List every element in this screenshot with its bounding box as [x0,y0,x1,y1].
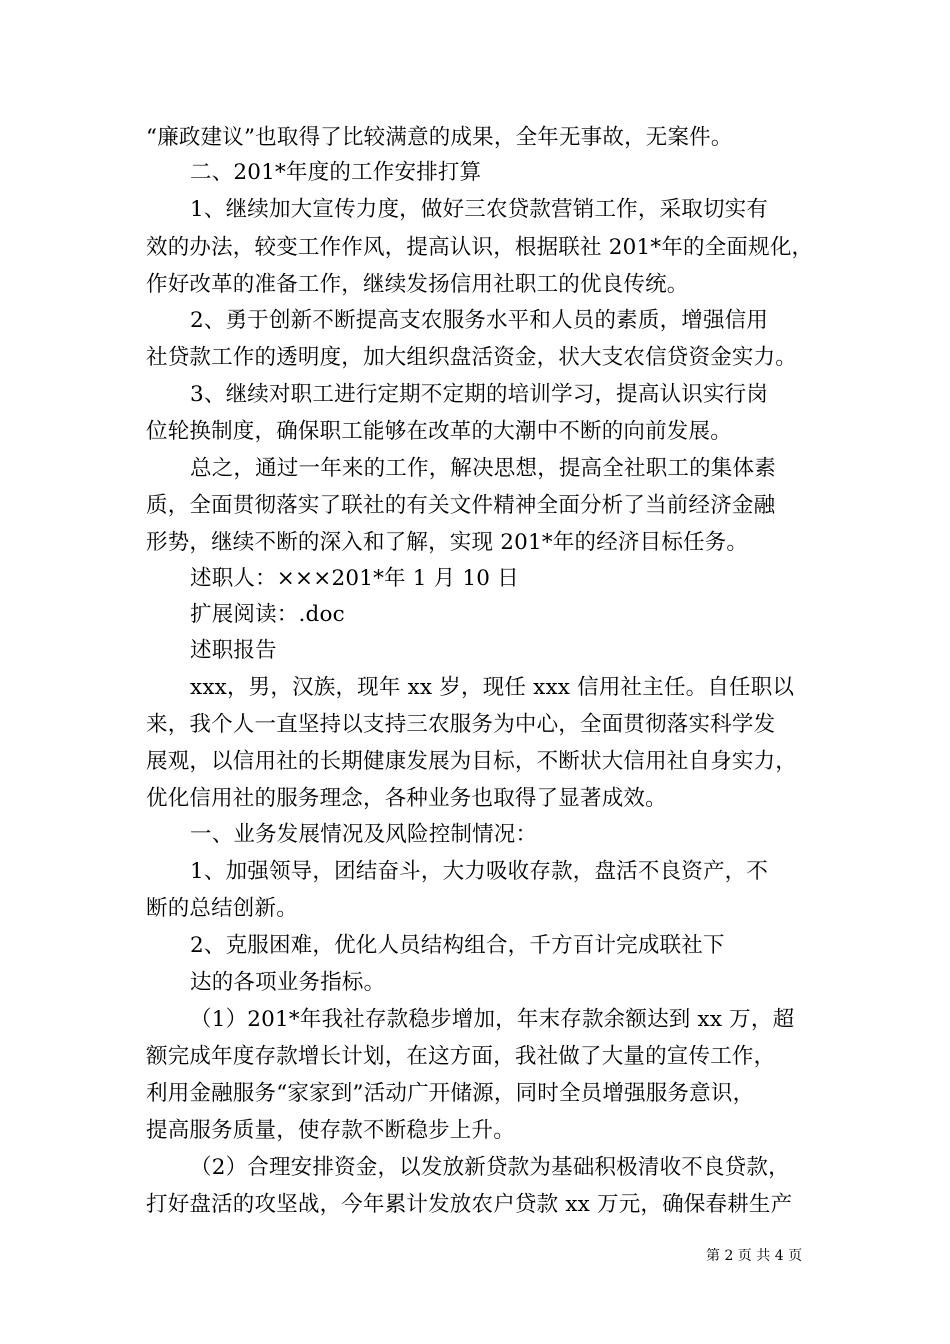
text-line-12: 形势，继续不断的深入和了解，实现 201*年的经济目标任务。 [146,530,749,555]
text-line-16: xxx，男，汉族，现年 xx 岁，现任 xxx 信用社主任。自任职以 [190,675,795,700]
text-line-5: 作好改革的准备工作，继续发扬信用社职工的优良传统。 [146,272,689,297]
section-heading-20: 一、业务发展情况及风险控制情况： [190,822,538,847]
text-line-1: “廉政建议”也取得了比较满意的成果，全年无事故，无案件。 [146,125,733,150]
signature-line: 述职人：×××201*年 1 月 10 日 [190,566,519,591]
text-line-19: 优化信用社的服务理念，各种业务也取得了显著成效。 [146,786,667,811]
text-line-23: 2、克服困难，优化人员结构组合，千方百计完成联社下 [190,933,725,958]
text-line-21: 1、加强领导，团结奋斗，大力吸收存款，盘活不良资产，不 [190,859,769,884]
text-line-24: 达的各项业务指标。 [190,970,386,995]
text-line-25: （1）201*年我社存款稳步增加，年末存款余额达到 xx 万，超 [190,1007,795,1032]
page-number: 第 2 页 共 4 页 [706,1248,803,1264]
text-line-30: 打好盘活的攻坚战，今年累计发放农户贷款 xx 万元，确保春耕生产 [146,1192,793,1217]
text-line-6: 2、勇于创新不断提高支农服务水平和人员的素质，增强信用 [190,308,769,333]
report-title: 述职报告 [190,638,277,663]
section-heading-2: 二、201*年度的工作安排打算 [190,160,482,185]
text-line-27: 利用金融服务“家家到”活动广开储源，同时全员增强服务意识， [146,1081,755,1106]
text-line-28: 提高服务质量，使存款不断稳步上升。 [146,1118,515,1143]
text-line-8: 3、继续对职工进行定期不定期的培训学习，提高认识实行岗 [190,382,769,407]
text-line-11: 质，全面贯彻落实了联社的有关文件精神全面分析了当前经济金融 [146,493,776,518]
text-line-18: 展观，以信用社的长期健康发展为目标，不断状大信用社自身实力， [146,749,798,774]
text-line-4: 效的办法，较变工作作风，提高认识，根据联社 201*年的全面规化， [146,235,814,260]
text-line-3: 1、继续加大宣传力度，做好三农贷款营销工作，采取切实有 [190,197,769,222]
text-line-9: 位轮换制度，确保职工能够在改革的大潮中不断的向前发展。 [146,419,732,444]
text-line-7: 社贷款工作的透明度，加大组织盘活资金，状大支农信贷资金实力。 [146,345,798,370]
extended-reading-line: 扩展阅读：.doc [190,602,345,627]
text-line-29: （2）合理安排资金，以发放新贷款为基础积极清收不良贷款， [190,1155,790,1180]
text-line-17: 来，我个人一直坚持以支持三农服务为中心，全面贯彻落实科学发 [146,712,776,737]
text-line-10: 总之，通过一年来的工作，解决思想，提高全社职工的集体素 [190,456,776,481]
text-line-22: 断的总结创新。 [146,896,298,921]
text-line-26: 额完成年度存款增长计划，在这方面，我社做了大量的宣传工作， [146,1044,776,1069]
